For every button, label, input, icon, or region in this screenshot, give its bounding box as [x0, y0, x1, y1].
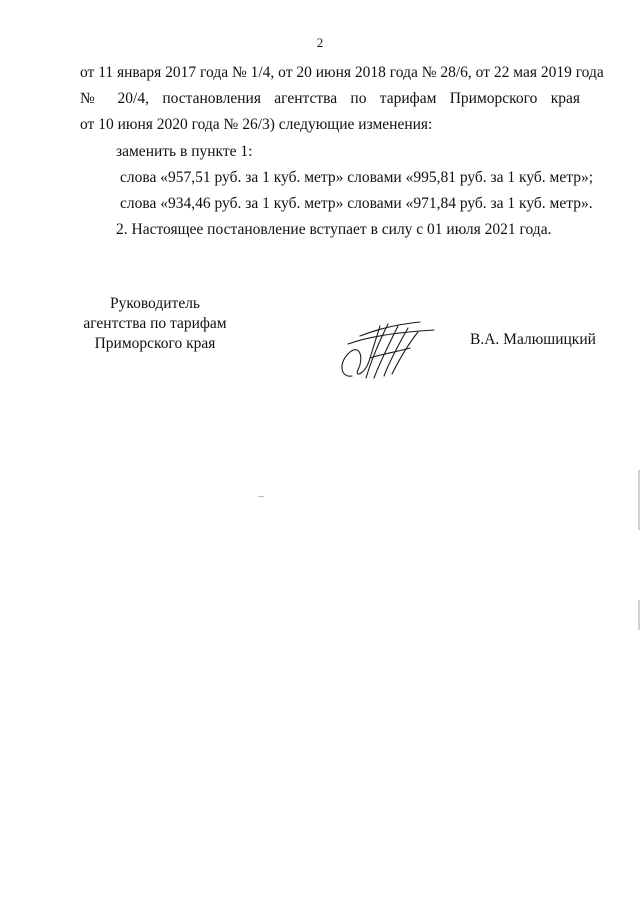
- paragraph-line: от 11 января 2017 года № 1/4, от 20 июня 2018 года № 28/6, от 22 мая 2019 года: [80, 64, 604, 81]
- effective-clause: 2. Настоящее постановление вступает в силу с 01 июля 2021 года.: [116, 221, 552, 238]
- replacement-line-2: слова «934,46 руб. за 1 куб. метр» словами «971,84 руб. за 1 куб. метр».: [120, 195, 593, 212]
- paragraph-line: от 10 июня 2020 года № 26/3) следующие изменения:: [80, 116, 433, 133]
- replacement-line-1: слова «957,51 руб. за 1 куб. метр» словами «995,81 руб. за 1 куб. метр»;: [120, 169, 593, 186]
- main-paragraph: [80, 60, 604, 138]
- handwritten-signature: [330, 318, 440, 388]
- signatory-title-line: Руководитель: [109, 295, 201, 312]
- paragraph-line: № 20/4, постановления агентства по тарифам Приморского края: [80, 90, 580, 107]
- scan-speck: [258, 496, 264, 497]
- replace-intro: заменить в пункте 1:: [116, 143, 253, 160]
- signatory-name: В.А. Малюшицкий: [470, 331, 596, 348]
- signatory-title-line: агентства по тарифам: [83, 315, 227, 332]
- page-number: 2: [316, 35, 324, 50]
- signatory-title-line: Приморского края: [94, 335, 216, 352]
- signatory-title: [60, 294, 250, 354]
